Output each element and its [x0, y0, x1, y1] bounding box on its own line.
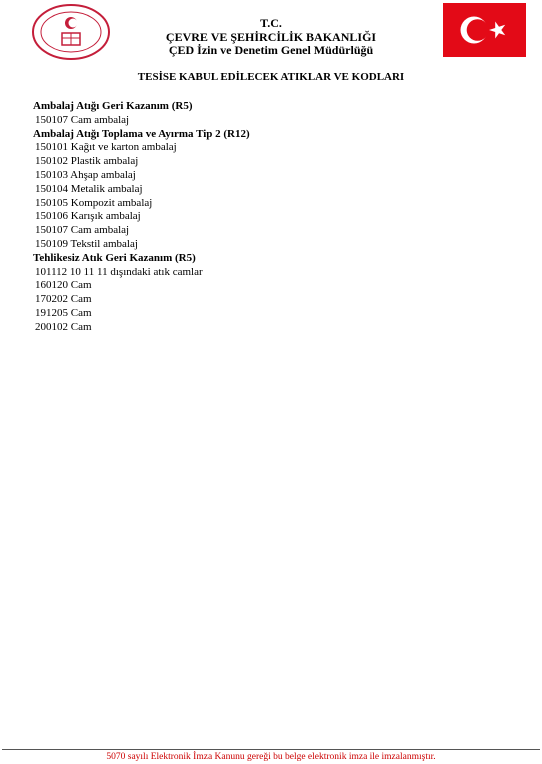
list-item: 170202 Cam: [35, 293, 92, 306]
document-title: TESİSE KABUL EDİLECEK ATIKLAR VE KODLARI: [137, 71, 405, 83]
section-heading: Tehlikesiz Atık Geri Kazanım (R5): [33, 251, 196, 264]
header-directorate: ÇED İzin ve Denetim Genel Müdürlüğü: [168, 43, 374, 57]
header-ministry: ÇEVRE VE ŞEHİRCİLİK BAKANLIĞI: [165, 30, 377, 44]
waste-code-list: [33, 100, 250, 335]
list-item: 150102 Plastik ambalaj: [35, 155, 139, 168]
list-item: 160120 Cam: [35, 279, 92, 292]
header-tc: T.C.: [260, 16, 282, 30]
section-heading: Ambalaj Atığı Toplama ve Ayırma Tip 2 (R12): [33, 127, 250, 140]
list-item: 150106 Karışık ambalaj: [35, 210, 141, 223]
list-item: 200102 Cam: [35, 320, 92, 333]
e-signature-footer: 5070 sayılı Elektronik İmza Kanunu gereği bu belge elektronik imza ile imzalanmıştır.: [106, 752, 436, 762]
list-item: 150107 Cam ambalaj: [35, 224, 130, 237]
turkish-flag-icon: [443, 3, 526, 57]
list-item: 150104 Metalik ambalaj: [35, 182, 143, 195]
list-item: 150105 Kompozit ambalaj: [35, 196, 153, 209]
list-item: 150109 Tekstil ambalaj: [35, 237, 138, 250]
list-item: 150107 Cam ambalaj: [35, 113, 130, 126]
list-item: 191205 Cam: [35, 306, 92, 319]
section-heading: Ambalaj Atığı Geri Kazanım (R5): [33, 100, 193, 112]
list-item: 150101 Kağıt ve karton ambalaj: [35, 141, 177, 154]
list-item: 150103 Ahşap ambalaj: [35, 168, 136, 181]
list-item: 101112 10 11 11 dışındaki atık camlar: [35, 265, 203, 278]
footer-divider: [2, 749, 540, 750]
